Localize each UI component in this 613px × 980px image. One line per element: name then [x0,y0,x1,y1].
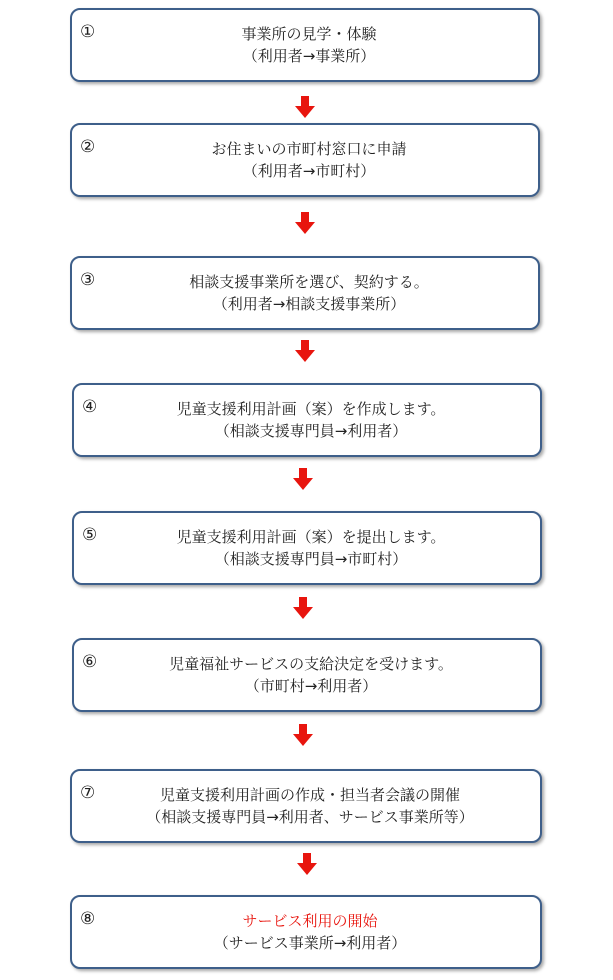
step-title: 児童支援利用計画（案）を提出します。 [176,528,446,546]
step-box-4 [72,383,542,457]
step-number: ② [80,137,96,157]
step-title: 児童福祉サービスの支給決定を受けます。 [169,655,453,673]
down-arrow-icon [293,597,313,619]
step-title: お住まいの市町村窓口に申請 [211,140,407,158]
step-box-3 [70,256,540,330]
down-arrow-icon [295,96,315,118]
step-title: サービス利用の開始 [242,912,378,930]
step-title: 事業所の見学・体験 [241,25,377,43]
down-arrow-icon [297,853,317,875]
step-box-5 [72,511,542,585]
down-arrow-icon [293,468,313,490]
step-number: ⑥ [82,652,98,672]
step-title: 相談支援事業所を選び、契約する。 [189,273,429,291]
step-number: ③ [80,270,96,290]
step-box-8 [70,895,542,969]
down-arrow-icon [295,340,315,362]
step-box-6 [72,638,542,712]
step-actor: （相談支援専門員→利用者） [214,422,408,440]
step-box-1 [70,8,540,82]
step-title: 児童支援利用計画（案）を作成します。 [176,400,446,418]
step-box-7 [70,769,542,843]
step-actor: （利用者→市町村） [242,162,376,180]
step-number: ① [80,22,96,42]
step-number: ⑤ [82,525,98,545]
step-title: 児童支援利用計画の作成・担当者会議の開催 [159,786,460,804]
step-actor: （利用者→相談支援事業所） [212,295,406,313]
step-number: ⑦ [80,783,96,803]
step-actor: （サービス事業所→利用者） [213,934,407,952]
step-actor: （市町村→利用者） [244,677,378,695]
step-number: ⑧ [80,909,96,929]
step-box-2 [70,123,540,197]
down-arrow-icon [295,212,315,234]
down-arrow-icon [293,724,313,746]
step-actor: （利用者→事業所） [242,47,376,65]
step-actor: （相談支援専門員→市町村） [214,550,408,568]
step-number: ④ [82,397,98,417]
step-actor: （相談支援専門員→利用者、サービス事業所等） [146,808,474,826]
